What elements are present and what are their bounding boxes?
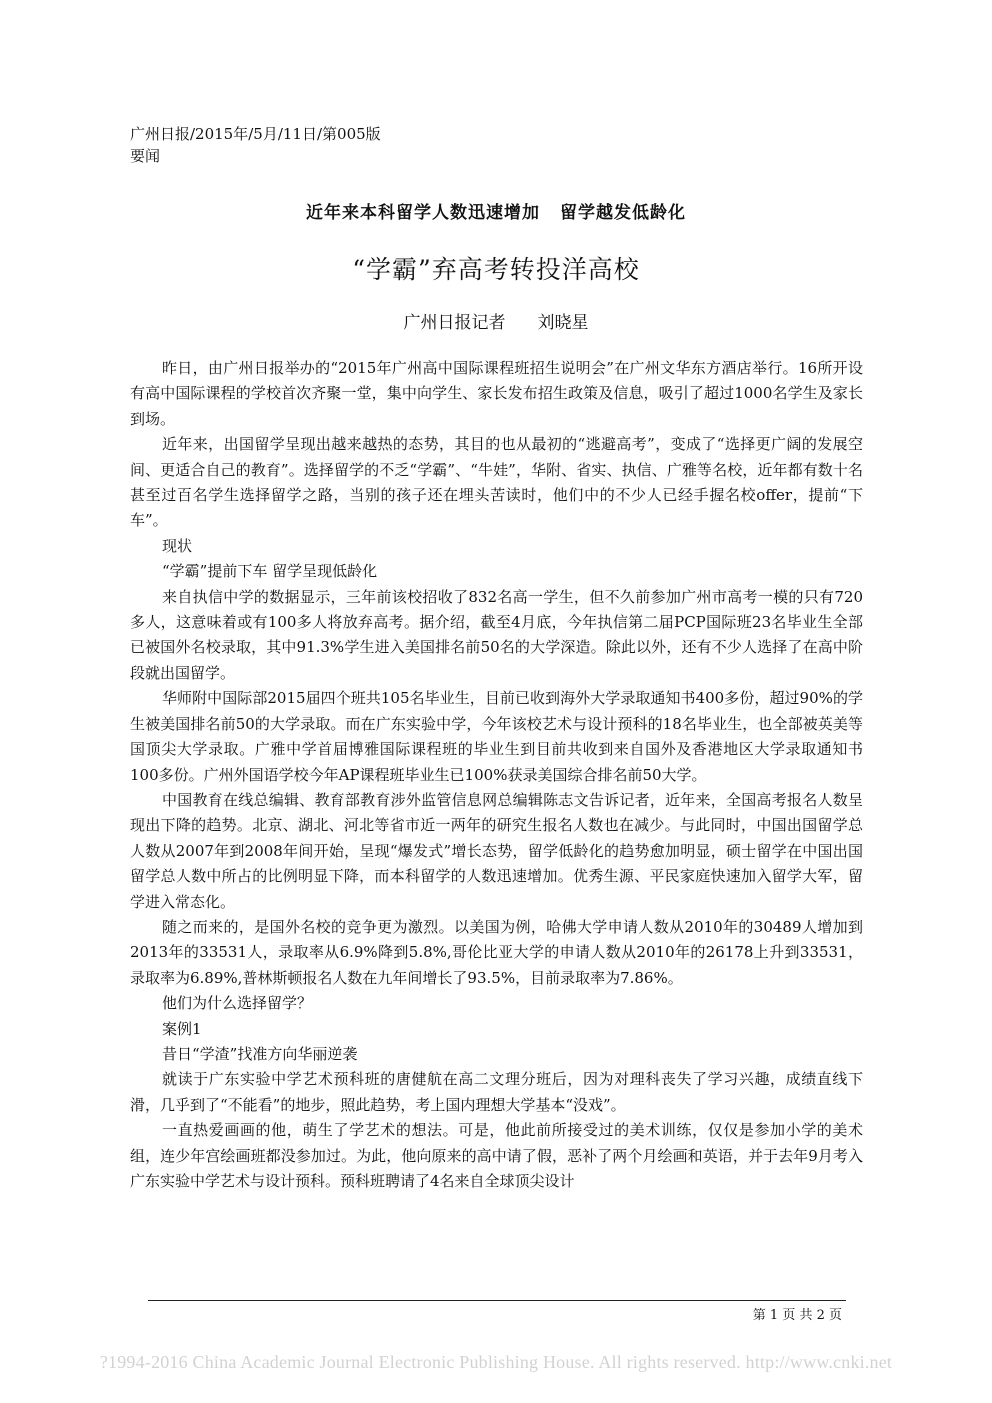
section-heading: 现状	[162, 536, 193, 555]
paragraph: 昨日，由广州日报举办的“2015年广州高中国际课程班招生说明会”在广州文华东方酒店举行。16所开设有高中国际课程的学校首次齐聚一堂，集中向学生、家长发布招生政策及信息，吸引了超过1000名学生及家长到场。	[130, 359, 863, 428]
article-body	[130, 356, 863, 1194]
footer-rule	[148, 1300, 846, 1301]
source-line: 广州日报/2015年/5月/11日/第005版	[130, 125, 381, 143]
paragraph: 来自执信中学的数据显示，三年前该校招收了832名高一学生，但不久前参加广州市高考一模的只有720多人，这意味着或有100多人将放弃高考。据介绍，截至4月底，今年执信第二届PCP国际班23名毕业生全部已被国外名校录取，其中91.3%学生进入美国排名前50名的大学深造。除此以外，还有不少人选择了在高中阶段就出国留学。	[130, 587, 863, 682]
paragraph: 近年来，出国留学呈现出越来越热的态势，其目的也从最初的“逃避高考”，变成了“选择更广阔的发展空间、更适合自己的教育”。选择留学的不乏“学霸”、“牛娃”，华附、省实、执信、广雅等名校，近年都有数十名甚至过百名学生选择留学之路，当别的孩子还在埋头苦读时，他们中的不少人已经手握名校offer，提前“下车”。	[130, 435, 863, 530]
paragraph: 中国教育在线总编辑、教育部教育涉外监管信息网总编辑陈志文告诉记者，近年来，全国高考报名人数呈现出下降的趋势。北京、湖北、河北等省市近一两年的研究生报名人数也在减少。与此同时，中国出国留学总人数从2007年到2008年间开始，呈现“爆发式”增长态势，留学低龄化的趋势愈加明显，硕士留学在中国出国留学总人数中所占的比例明显下降，而本科留学的人数迅速增加。优秀生源、平民家庭快速加入留学大军，留学进入常态化。	[130, 790, 863, 911]
subtitle-part-1: 近年来本科留学人数迅速增加	[306, 203, 540, 223]
copyright-watermark: ?1994-2016 China Academic Journal Electronic Publishing House. All rights reserved. http://www.cnki.net	[99, 1352, 893, 1372]
byline	[0, 308, 992, 333]
subtitle-part-2: 留学越发低龄化	[560, 203, 686, 223]
page-number: 第 1 页 共 2 页	[752, 1308, 842, 1323]
section-subheading: “学霸”提前下车 留学呈现低龄化	[162, 562, 378, 581]
case-heading: 案例1	[162, 1019, 202, 1038]
section-heading: 他们为什么选择留学？	[162, 994, 313, 1013]
byline-role: 广州日报记者	[403, 313, 506, 333]
section-label: 要闻	[130, 147, 161, 165]
article-headline: “学霸”弃高考转投洋高校	[352, 255, 640, 284]
byline-name: 刘晓星	[537, 313, 589, 333]
paragraph: 华师附中国际部2015届四个班共105名毕业生，目前已收到海外大学录取通知书400多份，超过90%的学生被美国排名前50的大学录取。而在广东实验中学，今年该校艺术与设计预科的18名毕业生，也全部被英美等国顶尖大学录取。广雅中学首届博雅国际课程班的毕业生到目前共收到来自国外及香港地区大学录取通知书100多份。广州外国语学校今年AP课程班毕业生已100%获录美国综合排名前50大学。	[130, 689, 863, 784]
case-subheading: 昔日“学渣”找准方向华丽逆袭	[162, 1044, 358, 1063]
paragraph: 就读于广东实验中学艺术预科班的唐健航在高二文理分班后，因为对理科丧失了学习兴趣，成绩直线下滑，几乎到了“不能看”的地步，照此趋势，考上国内理想大学基本“没戏”。	[130, 1070, 863, 1114]
article-subtitle	[0, 198, 992, 223]
paragraph: 随之而来的，是国外名校的竞争更为激烈。以美国为例，哈佛大学申请人数从2010年的30489人增加到2013年的33531人，录取率从6.9%降到5.8%,哥伦比亚大学的申请人数从2010年的26178上升到33531，录取率为6.89%,普林斯顿报名人数在九年间增长了93.5%，目前录取率为7.86%。	[130, 917, 863, 987]
paragraph: 一直热爱画画的他，萌生了学艺术的想法。可是，他此前所接受过的美术训练，仅仅是参加小学的美术组，连少年宫绘画班都没参加过。为此，他向原来的高中请了假，恶补了两个月绘画和英语，并于去年9月考入广东实验中学艺术与设计预科。预科班聘请了4名来自全球顶尖设计	[130, 1121, 863, 1190]
source-block	[130, 123, 381, 167]
